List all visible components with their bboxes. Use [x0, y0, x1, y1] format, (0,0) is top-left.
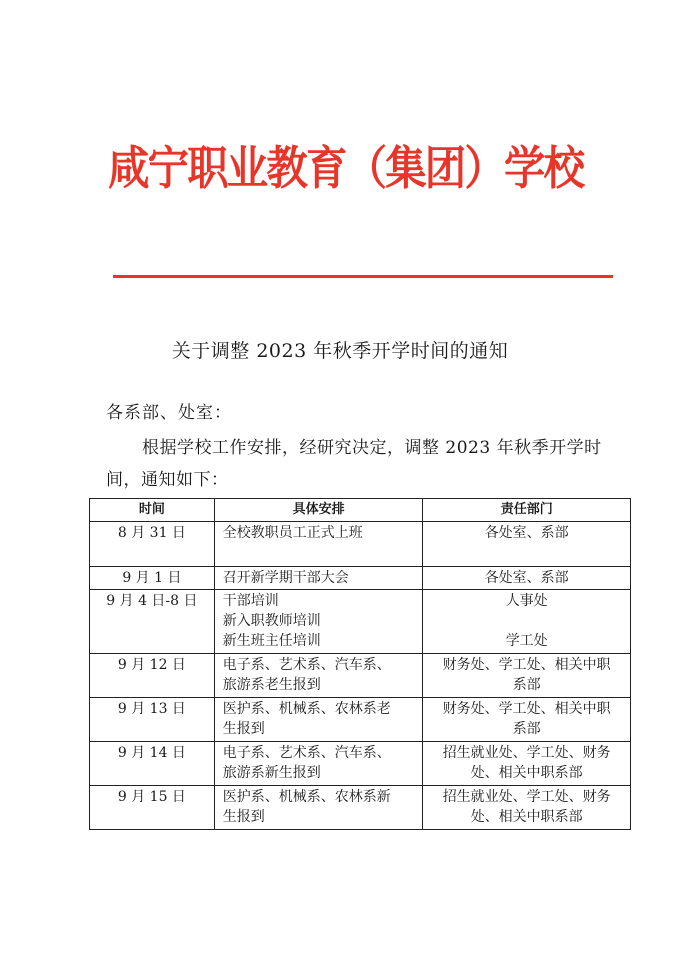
salutation: 各系部、处室： [106, 403, 232, 423]
cell-plan [214, 522, 423, 567]
dept-line: 系部 [512, 677, 541, 693]
cell-time: 8 月 31 日 [90, 522, 215, 567]
dept-line: 招生就业处、学工处、财务 [442, 745, 611, 761]
table-header-row [90, 499, 631, 522]
schedule-table [89, 498, 631, 830]
cell-dept [423, 654, 631, 698]
intro-paragraph: 根据学校工作安排，经研究决定，调整 2023 年秋季开学时间，通知如下： [106, 438, 602, 490]
header-dept: 责任部门 [423, 499, 631, 522]
table-row [90, 786, 631, 830]
cell-time: 9 月 15 日 [90, 786, 215, 830]
cell-time: 9 月 12 日 [90, 654, 215, 698]
header-plan: 具体安排 [214, 499, 423, 522]
dept-line: 财务处、学工处、相关中职 [442, 657, 611, 673]
cell-time: 9 月 13 日 [90, 698, 215, 742]
plan-line: 电子系、艺术系、汽车系、 [222, 745, 391, 761]
dept-line: 财务处、学工处、相关中职 [442, 701, 611, 717]
cell-plan [214, 742, 423, 786]
plan-line: 新生班主任培训 [222, 633, 321, 649]
table-row [90, 654, 631, 698]
header-time: 时间 [90, 499, 215, 522]
cell-plan [214, 567, 423, 590]
plan-line: 电子系、艺术系、汽车系、 [222, 657, 391, 673]
dept-line: 各处室、系部 [484, 570, 569, 586]
plan-line: 新入职教师培训 [222, 613, 321, 629]
plan-line: 干部培训 [222, 593, 279, 609]
dept-line: 系部 [512, 721, 541, 737]
letterhead-divider [113, 275, 613, 278]
table-row [90, 590, 631, 654]
cell-plan [214, 698, 423, 742]
cell-plan [214, 654, 423, 698]
table-row [90, 522, 631, 567]
dept-line: 人事处 [505, 593, 548, 609]
plan-line: 旅游系新生报到 [222, 765, 321, 781]
cell-dept [423, 698, 631, 742]
plan-line: 生报到 [222, 721, 265, 737]
notice-title: 关于调整 2023 年秋季开学时间的通知 [171, 340, 509, 362]
plan-line: 全校教职员工正式上班 [222, 525, 363, 541]
cell-dept [423, 567, 631, 590]
plan-line: 医护系、机械系、农林系新 [222, 789, 391, 805]
cell-dept [423, 742, 631, 786]
cell-plan [214, 590, 423, 654]
cell-time: 9 月 14 日 [90, 742, 215, 786]
table-row [90, 698, 631, 742]
plan-line: 生报到 [222, 809, 265, 825]
dept-line: 处、相关中职系部 [470, 765, 583, 781]
letterhead-school-name: 咸宁职业教育（集团）学校 [108, 141, 584, 195]
dept-line: 学工处 [505, 633, 548, 649]
plan-line: 医护系、机械系、农林系老 [222, 701, 391, 717]
dept-line: 招生就业处、学工处、财务 [442, 789, 611, 805]
cell-dept [423, 522, 631, 567]
dept-line: 处、相关中职系部 [470, 809, 583, 825]
table-row [90, 742, 631, 786]
table-row [90, 567, 631, 590]
cell-time: 9 月 1 日 [90, 567, 215, 590]
plan-line: 召开新学期干部大会 [222, 570, 349, 586]
cell-plan [214, 786, 423, 830]
cell-dept [423, 786, 631, 830]
cell-time: 9 月 4 日-8 日 [90, 590, 215, 654]
dept-line [431, 611, 622, 631]
dept-line: 各处室、系部 [484, 525, 569, 541]
cell-dept [423, 590, 631, 654]
plan-line: 旅游系老生报到 [222, 677, 321, 693]
